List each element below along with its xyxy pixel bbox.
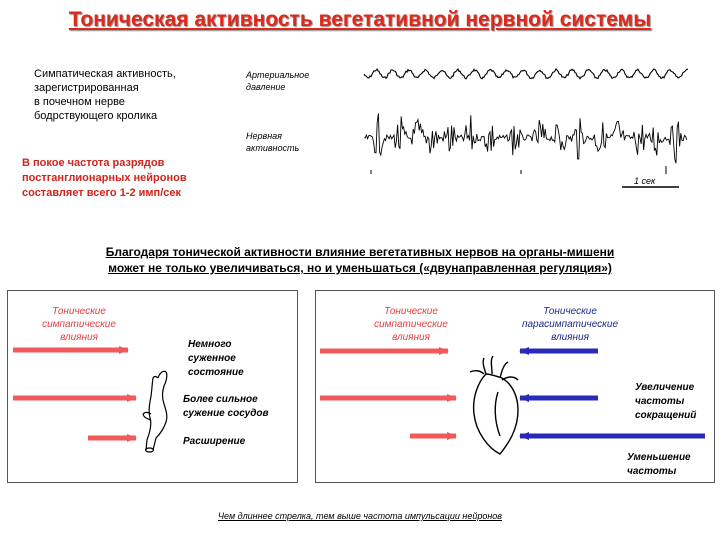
rest-frequency-text: В покое частота разрядов постганглионарных нейронов составляет всего 1-2 имп/сек — [22, 157, 187, 199]
heart-note-increase: Увеличение частоты сокращений — [635, 382, 697, 421]
parasympathetic-heading: Тонические парасимпатические влияния — [521, 306, 619, 343]
time-scale-label: 1 сек — [634, 176, 656, 186]
page-title: Тоническая активность вегетативной нервной системы — [68, 8, 652, 31]
pressure-trace-label: Артериальное давление — [246, 70, 310, 92]
vessel-note-strong: Более сильное сужение сосудов — [183, 394, 269, 419]
footer-note: Чем длиннее стрелка, тем выше частота импульсации нейронов — [217, 511, 502, 521]
heart-note-decrease: Уменьшение частоты — [627, 452, 691, 477]
blood-vessel-icon — [143, 371, 167, 452]
heart-icon — [470, 356, 518, 454]
bidirectional-regulation-text: Благодаря тонической активности влияние вегетативных нервов на органы-мишени может не только увеличиваться, но и уменьшаться («двунаправленная регуляция») — [105, 245, 615, 275]
vessel-note-dilation: Расширение — [183, 436, 246, 447]
vessel-note-slight: Немного суженное состояние — [188, 339, 244, 378]
sympathetic-heading: Тонические симпатические влияния — [374, 306, 448, 343]
nerve-trace-label: Нервная активность — [246, 131, 300, 153]
sympathetic-heading: Тонические симпатические влияния — [42, 306, 116, 343]
intro-text: Симпатическая активность, зарегистрированная в почечном нерве бодрствующего кролика — [34, 68, 176, 122]
